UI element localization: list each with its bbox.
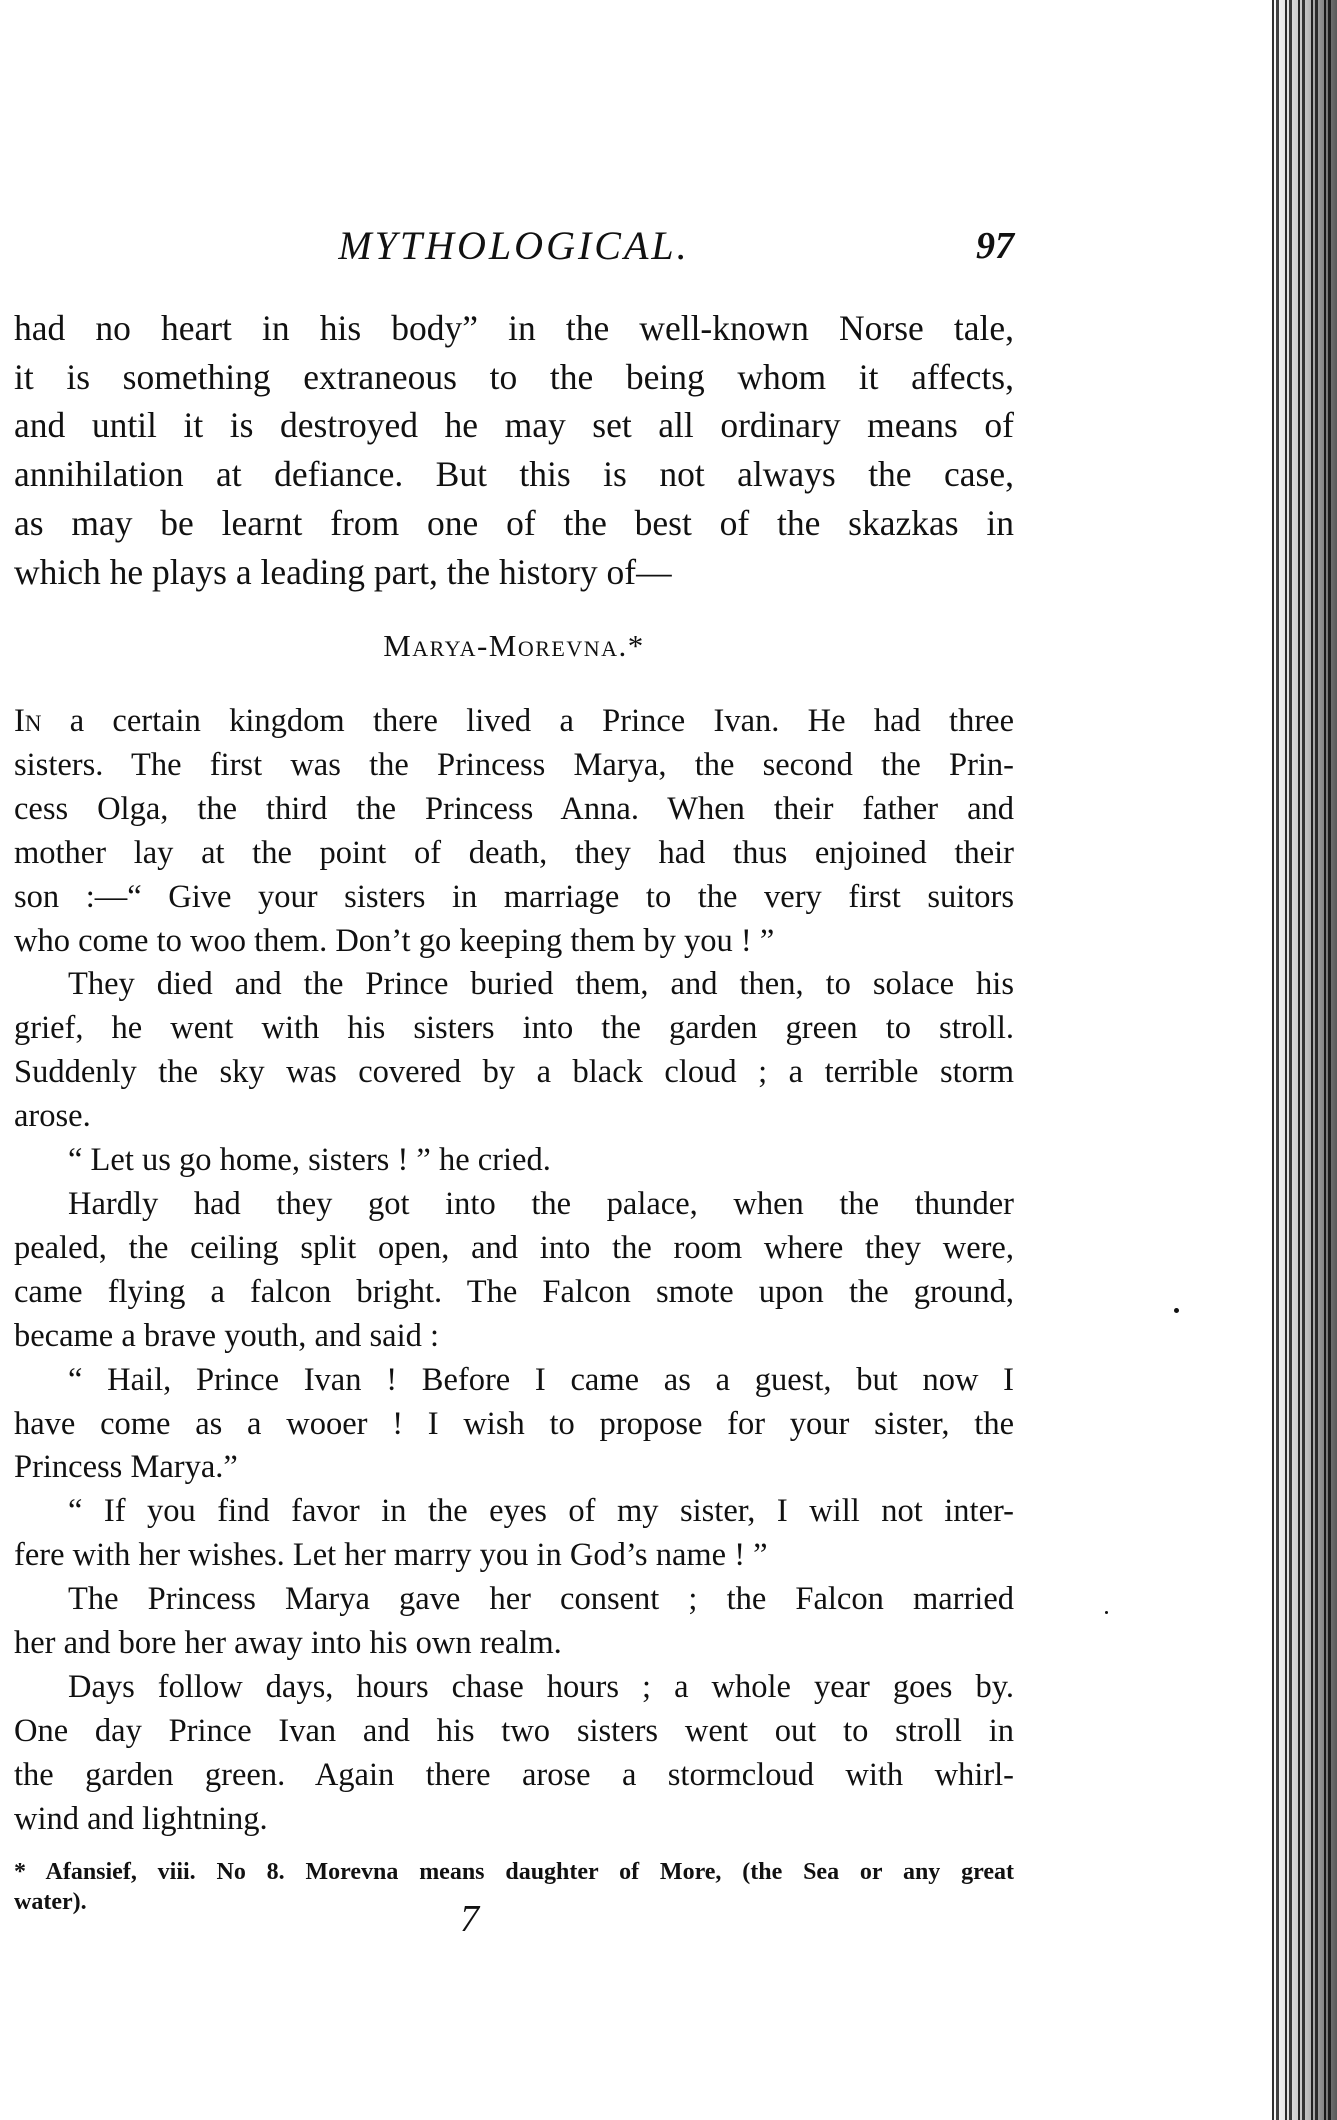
text-line: which he plays a leading part, the history of— <box>14 551 672 592</box>
text-line: arose. <box>14 1098 91 1135</box>
text-line: pealed, the ceiling split open, and into the room where they were, <box>14 1229 1014 1266</box>
text-line: and until it is destroyed he may set all ordinary means of <box>14 405 1014 446</box>
story-title-text: Marya-Morevna.* <box>383 628 645 663</box>
text-line: it is something extraneous to the being whom it affects, <box>14 356 1014 397</box>
ink-speck <box>1105 1611 1108 1614</box>
intro-paragraph <box>14 304 1014 596</box>
text-line: grief, he went with his sisters into the garden green to stroll. <box>14 1010 1014 1047</box>
text-line <box>14 700 1014 744</box>
story-first-word: In <box>14 703 42 739</box>
footnote <box>14 1857 1014 1917</box>
text-line: Days follow days, hours chase hours ; a whole year goes by. <box>68 1668 1014 1705</box>
text-line: son :—“ Give your sisters in marriage to the very first suitors <box>14 878 1014 915</box>
running-title: MYTHOLOGICAL. <box>338 223 690 268</box>
text-line: The Princess Marya gave her consent ; the Falcon married <box>68 1581 1014 1618</box>
text-line: the garden green. Again there arose a stormcloud with whirl- <box>14 1756 1014 1793</box>
story-first-line-rest: a certain kingdom there lived a Prince Ivan. He had three <box>41 703 1014 739</box>
text-line: fere with her wishes. Let her marry you in God’s name ! ” <box>14 1537 768 1574</box>
signature-mark: 7 <box>460 1898 479 1940</box>
text-line: sisters. The first was the Princess Marya, the second the Prin- <box>14 746 1014 783</box>
page-header <box>14 222 1014 278</box>
text-line: who come to woo them. Don’t go keeping them by you ! ” <box>14 922 775 959</box>
text-line: Hardly had they got into the palace, when the thunder <box>68 1185 1014 1222</box>
text-line: became a brave youth, and said : <box>14 1317 440 1354</box>
footnote-line: * Afansief, viii. No 8. Morevna means daughter of More, (the Sea or any great <box>14 1859 1014 1885</box>
text-line: Princess Marya.” <box>14 1449 238 1486</box>
footnote-line: water). <box>14 1889 87 1915</box>
text-line: cess Olga, the third the Princess Anna. When their father and <box>14 790 1014 827</box>
text-line: came flying a falcon bright. The Falcon smote upon the ground, <box>14 1273 1014 1310</box>
text-line: One day Prince Ivan and his two sisters went out to stroll in <box>14 1712 1014 1749</box>
text-line: “ Hail, Prince Ivan ! Before I came as a guest, but now I <box>68 1361 1014 1398</box>
story-body <box>14 700 1014 1842</box>
page-number: 97 <box>976 225 1014 267</box>
text-line: They died and the Prince buried them, and then, to solace his <box>68 966 1014 1003</box>
text-line: Suddenly the sky was covered by a black cloud ; a terrible storm <box>14 1054 1014 1091</box>
story-title <box>14 628 1014 664</box>
text-line: “ Let us go home, sisters ! ” he cried. <box>68 1142 551 1179</box>
page-edge-shadow <box>1270 0 1337 2120</box>
text-line: annihilation at defiance. But this is not always the case, <box>14 454 1014 495</box>
text-line: have come as a wooer ! I wish to propose for your sister, the <box>14 1405 1014 1442</box>
text-line: as may be learnt from one of the best of the skazkas in <box>14 502 1014 543</box>
text-line: mother lay at the point of death, they had thus enjoined their <box>14 834 1014 871</box>
text-line: had no heart in his body” in the well-known Norse tale, <box>14 308 1014 348</box>
text-line: wind and lightning. <box>14 1800 268 1837</box>
ink-speck <box>1174 1308 1179 1313</box>
text-line: her and bore her away into his own realm. <box>14 1625 562 1662</box>
text-line: “ If you find favor in the eyes of my sister, I will not inter- <box>68 1493 1014 1530</box>
